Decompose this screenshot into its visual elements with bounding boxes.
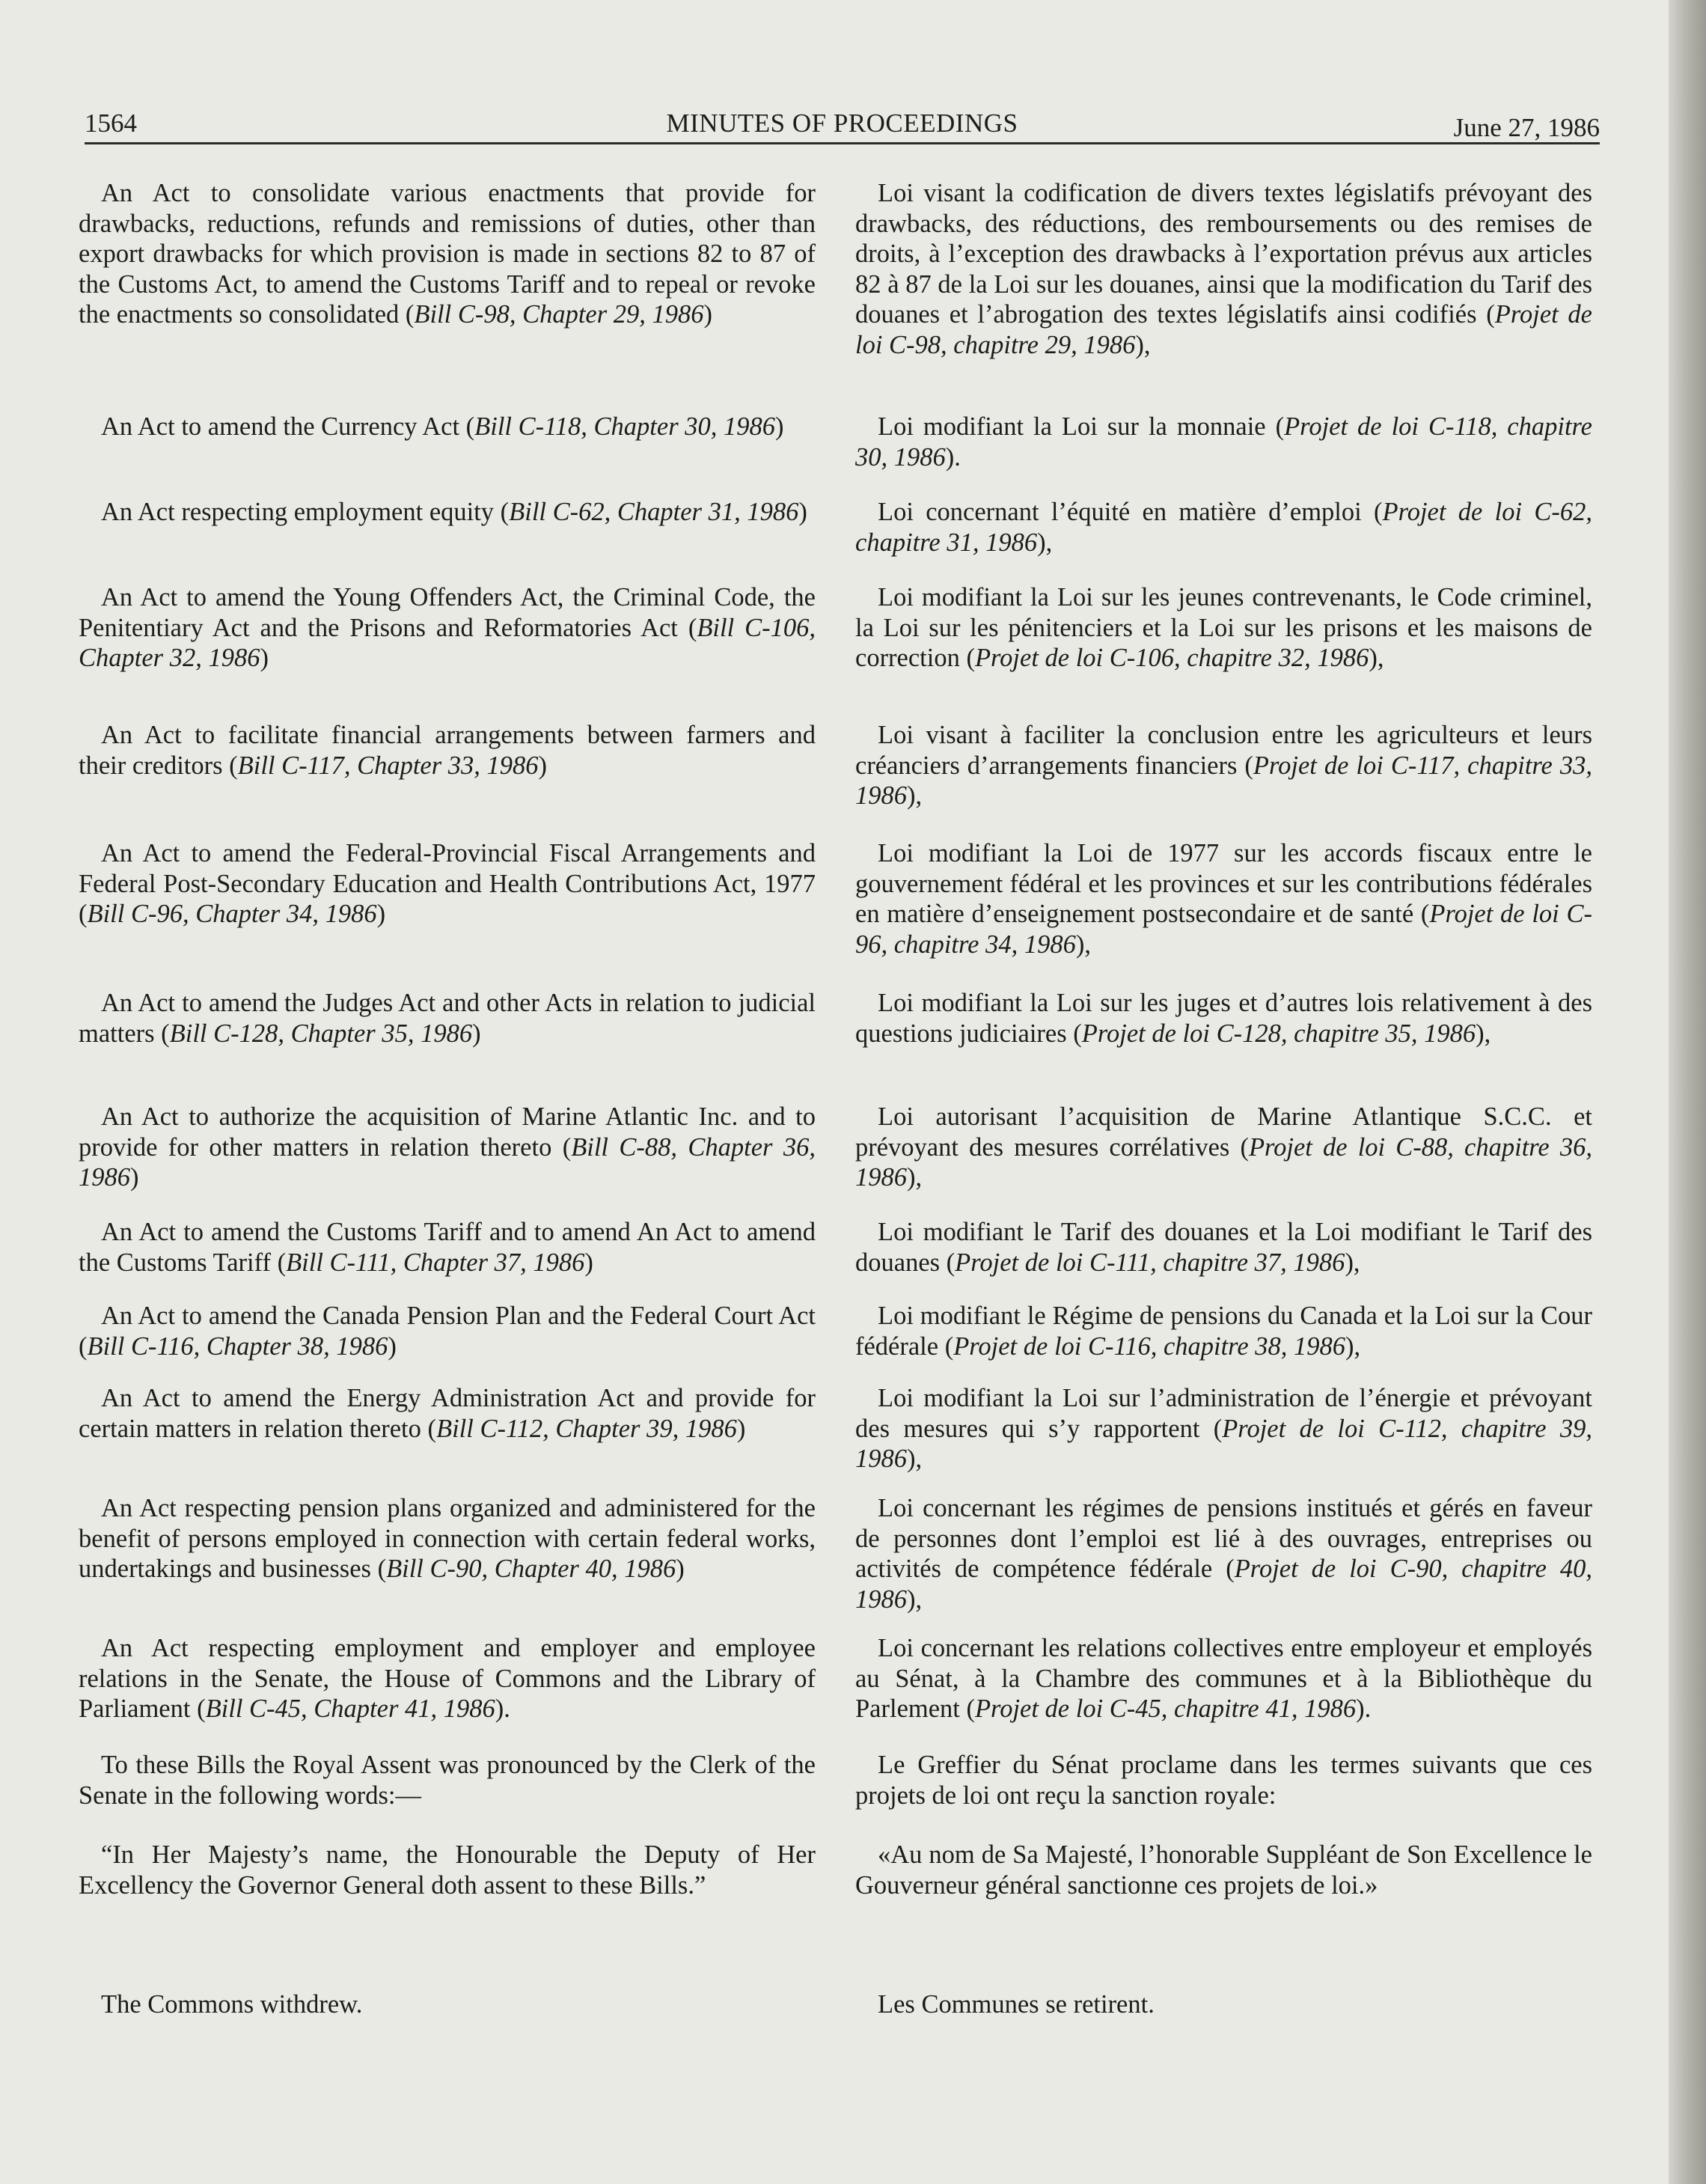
bill-reference: Bill C-106, Chapter 32, 1986 [79,613,816,672]
bill-reference: Projet de loi C-116, chapitre 38, 1986 [953,1332,1346,1361]
bill-reference: Projet de loi C-117, chapitre 33, 1986 [855,751,1592,810]
paragraph: An Act to authorize the acquisition of Marine Atlantic Inc. and to provide for other matters in relation thereto (Bill C-88, Chapter 36, 1986) [79,1102,816,1192]
page-edge [1669,0,1706,2184]
bill-reference: Bill C-98, Chapter 29, 1986 [414,300,704,329]
paragraph: An Act to amend the Canada Pension Plan and the Federal Court Act (Bill C-116, Chapter 38, 1986) [79,1302,816,1361]
paragraph: An Act respecting employment and employer and employee relations in the Senate, the House of Commons and the Library of Parliament (Bill C-45, Chapter 41, 1986). [79,1634,816,1723]
bill-reference: Projet de loi C-106, chapitre 32, 1986 [974,644,1369,672]
paragraph: An Act to facilitate financial arrangements between farmers and their creditors (Bill C-117, Chapter 33, 1986) [79,721,816,780]
bill-reference: Projet de loi C-96, chapitre 34, 1986 [855,900,1593,959]
bill-reference: Bill C-116, Chapter 38, 1986 [87,1332,388,1361]
bill-reference: Bill C-128, Chapter 35, 1986 [169,1019,473,1048]
bill-reference: Bill C-62, Chapter 31, 1986 [509,498,799,526]
bill-reference: Bill C-45, Chapter 41, 1986 [205,1695,495,1723]
paragraph: Loi modifiant le Tarif des douanes et la Loi modifiant le Tarif des douanes (Projet de loi C-111, chapitre 37, 1986), [855,1218,1592,1277]
paragraph: Loi modifiant la Loi sur les jeunes contrevenants, le Code criminel, la Loi sur les pénitenciers et la Loi sur les prisons et les maisons de correction (Projet de loi C-106, chapitre 32, 1986), [855,583,1592,672]
bill-reference: Projet de loi C-45, chapitre 41, 1986 [974,1695,1357,1723]
paragraph: Loi concernant l’équité en matière d’emploi (Projet de loi C-62, chapitre 31, 1986), [855,498,1592,557]
paragraph: The Commons withdrew. [101,1990,363,2019]
paragraph: Le Greffier du Sénat proclame dans les termes suivants que ces projets de loi ont reçu la sanction royale: [855,1751,1592,1810]
bill-reference: Bill C-117, Chapter 33, 1986 [237,751,539,780]
bill-reference: Projet de loi C-112, chapitre 39, 1986 [855,1414,1592,1473]
paragraph: An Act to amend the Currency Act (Bill C-118, Chapter 30, 1986) [101,412,784,441]
paragraph: Loi modifiant la Loi sur les juges et d’autres lois relativement à des questions judiciaires (Projet de loi C-128, chapitre 35, 1986), [855,989,1592,1048]
running-header [85,105,1600,144]
english-column [79,178,816,2087]
paragraph: An Act to amend the Energy Administration Act and provide for certain matters in relation thereto (Bill C-112, Chapter 39, 1986) [79,1384,816,1443]
bill-reference: Projet de loi C-98, chapitre 29, 1986 [855,300,1592,359]
paragraph: Loi modifiant le Régime de pensions du Canada et la Loi sur la Cour fédérale (Projet de loi C-116, chapitre 38, 1986), [855,1302,1592,1361]
bill-reference: Projet de loi C-118, chapitre 30, 1986 [855,412,1592,472]
paragraph: Loi modifiant la Loi de 1977 sur les accords fiscaux entre le gouvernement fédéral et les provinces et sur les contributions fédérales en matière d’enseignement postsecondaire et de santé (Projet de loi C-96, chapitre 34, 1986), [855,839,1593,959]
bill-reference: Bill C-88, Chapter 36, 1986 [79,1132,816,1192]
paragraph: Loi visant la codification de divers textes législatifs prévoyant des drawbacks, des réductions, des remboursements ou des remises de droits, à l’exception des drawbacks à l’exportation prévus aux articles 82 à 87 de la Loi sur les douanes, ainsi que la modification du Tarif des douanes et l’abrogation des textes législatifs ainsi codifiés (Projet de loi C-98, chapitre 29, 1986), [855,179,1592,359]
paragraph: Loi concernant les régimes de pensions institués et gérés en faveur de personnes dont l’emploi est lié à des ouvrages, entreprises ou activités de compétence fédérale (Projet de loi C-90, chapitre 40, 1986), [855,1494,1592,1614]
paragraph: An Act respecting pension plans organized and administered for the benefit of persons employed in connection with certain federal works, undertakings and businesses (Bill C-90, Chapter 40, 1986) [79,1494,816,1583]
bill-reference: Projet de loi C-62, chapitre 31, 1986 [855,498,1592,557]
bill-reference: Projet de loi C-90, chapitre 40, 1986 [855,1555,1592,1614]
bill-reference: Bill C-90, Chapter 40, 1986 [386,1555,676,1583]
paragraph: An Act respecting employment equity (Bill C-62, Chapter 31, 1986) [101,498,807,526]
bill-reference: Projet de loi C-128, chapitre 35, 1986 [1081,1019,1476,1048]
page-number: 1564 [85,109,137,138]
bill-reference: Bill C-112, Chapter 39, 1986 [436,1414,737,1443]
paragraph: An Act to consolidate various enactments that provide for drawbacks, reductions, refunds and remissions of duties, other than export drawbacks for which provision is made in sections 82 to 87 of the Customs Act, to amend the Customs Tariff and to repeal or revoke the enactments so consolidated (Bill C-98, Chapter 29, 1986) [79,179,816,329]
bill-reference: Projet de loi C-111, chapitre 37, 1986 [955,1248,1345,1277]
paragraph: To these Bills the Royal Assent was pronounced by the Clerk of the Senate in the following words:— [79,1751,816,1810]
page-date: June 27, 1986 [1453,113,1600,142]
paragraph: An Act to amend the Federal-Provincial Fiscal Arrangements and Federal Post-Secondary Education and Health Contributions Act, 1977 (Bill C-96, Chapter 34, 1986) [79,839,816,928]
paragraph: An Act to amend the Judges Act and other Acts in relation to judicial matters (Bill C-128, Chapter 35, 1986) [79,989,816,1048]
paragraph: «Au nom de Sa Majesté, l’honorable Suppléant de Son Excellence le Gouverneur général sanctionne ces projets de loi.» [855,1840,1592,1900]
bill-reference: Projet de loi C-88, chapitre 36, 1986 [855,1132,1592,1192]
bill-reference: Bill C-96, Chapter 34, 1986 [87,900,377,928]
paragraph: Les Communes se retirent. [878,1990,1155,2019]
paragraph: “In Her Majesty’s name, the Honourable the Deputy of Her Excellency the Governor General doth assent to these Bills.” [79,1840,816,1900]
paragraph: Loi modifiant la Loi sur la monnaie (Projet de loi C-118, chapitre 30, 1986). [855,412,1592,472]
paragraph: Loi concernant les relations collectives entre employeur et employés au Sénat, à la Chambre des communes et à la Bibliothèque du Parlement (Projet de loi C-45, chapitre 41, 1986). [855,1634,1592,1723]
paragraph: Loi autorisant l’acquisition de Marine Atlantique S.C.C. et prévoyant des mesures corrélatives (Projet de loi C-88, chapitre 36, 1986), [855,1102,1592,1192]
paragraph: An Act to amend the Customs Tariff and to amend An Act to amend the Customs Tariff (Bill C-111, Chapter 37, 1986) [79,1218,816,1277]
paragraph: Loi visant à faciliter la conclusion entre les agriculteurs et leurs créanciers d’arrangements financiers (Projet de loi C-117, chapitre 33, 1986), [855,721,1592,810]
paragraph: An Act to amend the Young Offenders Act, the Criminal Code, the Penitentiary Act and the Prisons and Reformatories Act (Bill C-106, Chapter 32, 1986) [79,583,816,672]
paragraph: Loi modifiant la Loi sur l’administration de l’énergie et prévoyant des mesures qui s’y rapportent (Projet de loi C-112, chapitre 39, 1986), [855,1384,1592,1473]
bill-reference: Bill C-111, Chapter 37, 1986 [286,1248,585,1277]
page-title: MINUTES OF PROCEEDINGS [666,109,1018,138]
bill-reference: Bill C-118, Chapter 30, 1986 [474,412,776,441]
french-column [855,178,1592,2087]
